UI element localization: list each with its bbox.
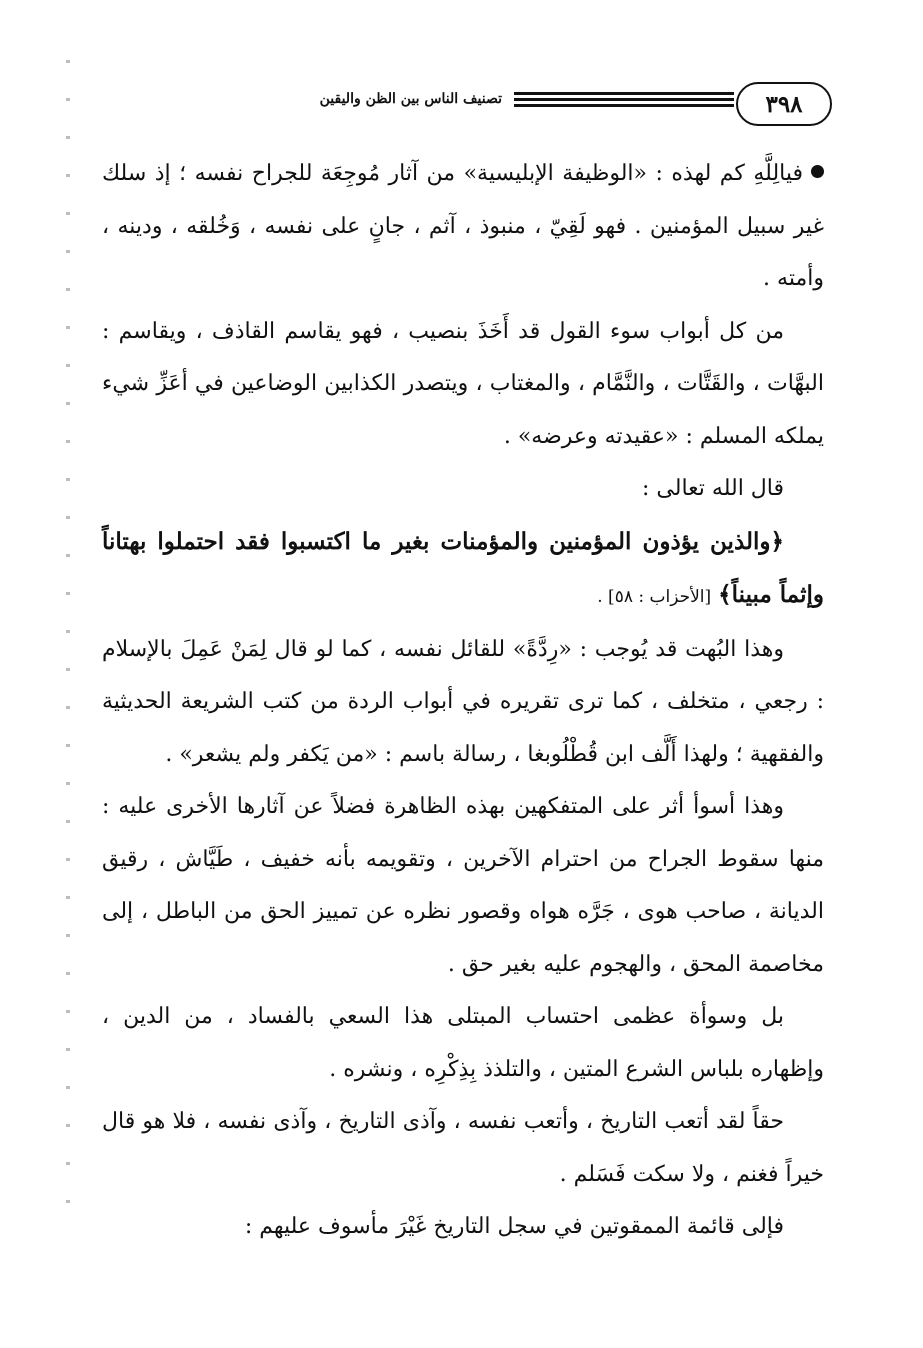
- scan-edge-marks: [66, 60, 70, 1210]
- quran-text: ﴿والذين يؤذون المؤمنين والمؤمنات بغير ما اكتسبوا فقد احتملوا بهتاناً وإثماً مبيناً﴾: [102, 527, 824, 608]
- header-rule-line: [514, 104, 734, 107]
- bullet-icon: [811, 165, 824, 178]
- header-rule-line: [514, 98, 734, 101]
- page-header: [92, 82, 832, 128]
- paragraph: فإلى قائمة الممقوتين في سجل التاريخ غَيْرَ مأسوف عليهم :: [244, 1214, 784, 1239]
- paragraph: وهذا أسوأ أثر على المتفكهين بهذه الظاهرة فضلاً عن آثارها الأخرى عليه : منها سقوط الجراح من احترام الآخرين ، وتقويمه بأنه خفيف ، طَيَّاش ، رقيق الديانة ، صاحب هوى ، جَرَّه هواه وقصور نظره عن تمييز الحق من الباطل ، إلى مخاصمة المحق ، والهجوم عليه بغير حق .: [102, 794, 824, 977]
- paragraph-text: فيالِلَّهِ كم لهذه : «الوظيفة الإبليسية» من آثار مُوجِعَة للجراح نفسه ؛ إذ سلك غير سبيل المؤمنين . فهو لَقِيّ ، منبوذ ، آثم ، جانٍ على نفسه ، وَخُلقه ، ودينه ، وأمته .: [102, 161, 824, 291]
- quran-verse: [102, 516, 824, 624]
- body-text: [102, 148, 824, 1254]
- paragraph: حقاً لقد أتعب التاريخ ، وأتعب نفسه ، وآذى التاريخ ، وآذى نفسه ، فلا هو قال خيراً فغنم ، ولا سكت فَسَلم .: [102, 1109, 824, 1187]
- page-number-badge: ٣٩٨: [736, 82, 832, 126]
- paragraph: [102, 148, 824, 306]
- quote-intro: قال الله تعالى :: [642, 476, 784, 501]
- paragraph: من كل أبواب سوء القول قد أَخَذَ بنصيب ، فهو يقاسم القاذف ، ويقاسم : البهَّات ، والقَتَّات ، والنَّمَّام ، والمغتاب ، ويتصدر الكذابين الوضاعين في أعَزِّ شيء يملكه المسلم : «عقيدته وعرضه» .: [102, 318, 824, 449]
- header-rule: [514, 92, 734, 112]
- paragraph: وهذا البُهت قد يُوجب : «رِدَّةً» للقائل نفسه ، كما لو قال لِمَنْ عَمِلَ بالإسلام : رجعي ، متخلف ، كما ترى تقريره في أبواب الردة من كتب الشريعة الحديثية والفقهية ؛ ولهذا أَلَّف ابن قُطْلُوبغا ، رسالة باسم : «من يَكفر ولم يشعر» .: [102, 636, 824, 767]
- running-title: تصنيف الناس بين الظن واليقين: [319, 91, 502, 107]
- verse-reference: [الأحزاب : ٥٨] .: [597, 587, 712, 607]
- header-rule-line: [514, 92, 734, 95]
- paragraph: بل وسوأة عظمى احتساب المبتلى هذا السعي بالفساد ، من الدين ، وإظهاره بلباس الشرع المتين ، والتلذذ بِذِكْرِه ، ونشره .: [102, 1004, 824, 1082]
